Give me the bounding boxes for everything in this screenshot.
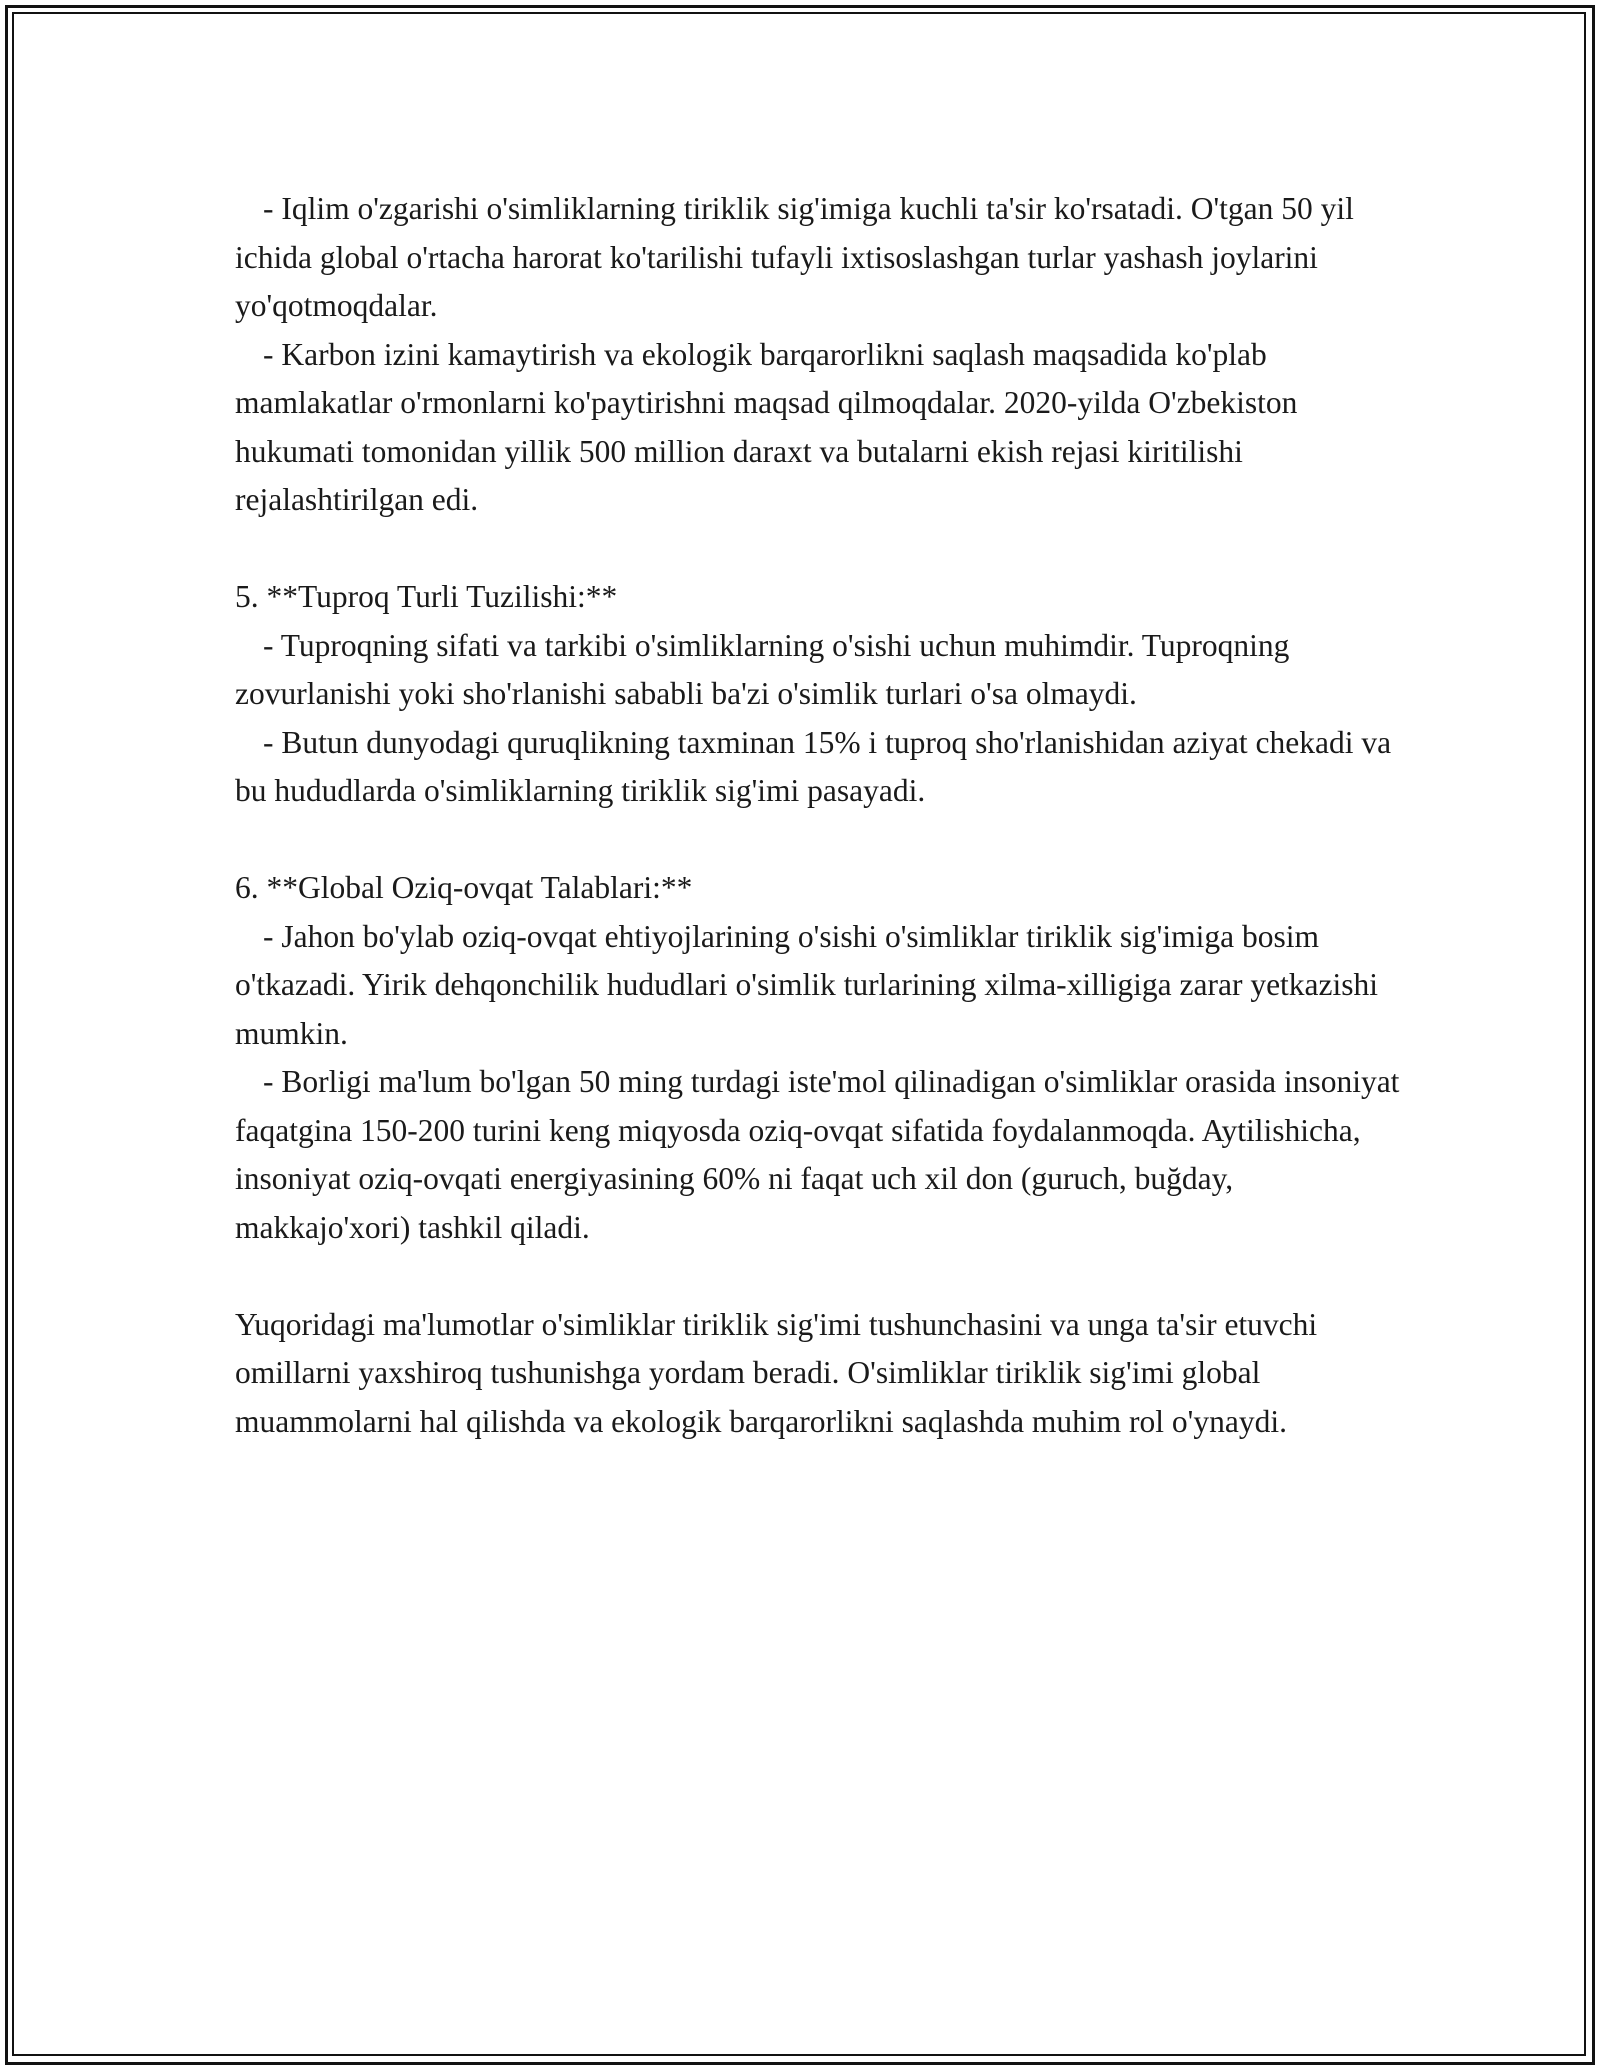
soil-salinity-paragraph: - Butun dunyodagi quruqlikning taxminan 15% i tuproq sho'rlanishidan aziyat chekadi va bu hududlarda o'simliklarning tiriklik sig'imi pasayadi. bbox=[235, 724, 1392, 808]
food-demand-paragraph: - Jahon bo'ylab oziq-ovqat ehtiyojlarining o'sishi o'simliklar tiriklik sig'imiga bosim o'tkazadi. Yirik dehqonchilik hududlari o'simlik turlarining xilma-xilligiga zarar yetkazishi mumkin. bbox=[235, 918, 1379, 1051]
carbon-reforestation-paragraph: - Karbon izini kamaytirish va ekologik barqarorlikni saqlash maqsadida ko'plab mamlakatlar o'rmonlarni ko'paytirishni maqsad qilmoqdalar. 2020-yilda O'zbekiston hukumati tomonidan yillik 500 million daraxt va butalarni ekish rejasi kiritilishi rejalashtirilgan edi. bbox=[235, 336, 1298, 517]
section-6-heading: 6. **Global Oziq-ovqat Talablari:** bbox=[235, 870, 693, 905]
section-5-heading: 5. **Tuproq Turli Tuzilishi:** bbox=[235, 579, 618, 614]
spacer bbox=[235, 1252, 1410, 1301]
edible-plants-paragraph: - Borligi ma'lum bo'lgan 50 ming turdagi iste'mol qilinadigan o'simliklar orasida insoniyat faqatgina 150-200 turini keng miqyosda oziq-ovqat sifatida foydalanmoqda. Aytilishicha, insoniyat oziq-ovqati energiyasining 60% ni faqat uch xil don (guruch, buğday, makkajo'xori) tashkil qiladi. bbox=[235, 1064, 1400, 1245]
spacer bbox=[235, 816, 1410, 865]
soil-quality-paragraph: - Tuproqning sifati va tarkibi o'simliklarning o'sishi uchun muhimdir. Tuproqning zovurlanishi yoki sho'rlanishi sababli ba'zi o'simlik turlari o'sa olmaydi. bbox=[235, 627, 1290, 711]
conclusion-paragraph: Yuqoridagi ma'lumotlar o'simliklar tiriklik sig'imi tushunchasini va unga ta'sir etuvchi omillarni yaxshiroq tushunishga yordam beradi. O'simliklar tiriklik sig'imi global muammolarni hal qilishda va ekologik barqarorlikni saqlashda muhim rol o'ynaydi. bbox=[235, 1306, 1318, 1439]
spacer bbox=[235, 525, 1410, 574]
document-body bbox=[235, 185, 1410, 1446]
climate-change-paragraph: - Iqlim o'zgarishi o'simliklarning tiriklik sig'imiga kuchli ta'sir ko'rsatadi. O'tgan 50 yil ichida global o'rtacha harorat ko'tarilishi tufayli ixtisoslashgan turlar yashash joylarini yo'qotmoqdalar. bbox=[235, 191, 1354, 323]
